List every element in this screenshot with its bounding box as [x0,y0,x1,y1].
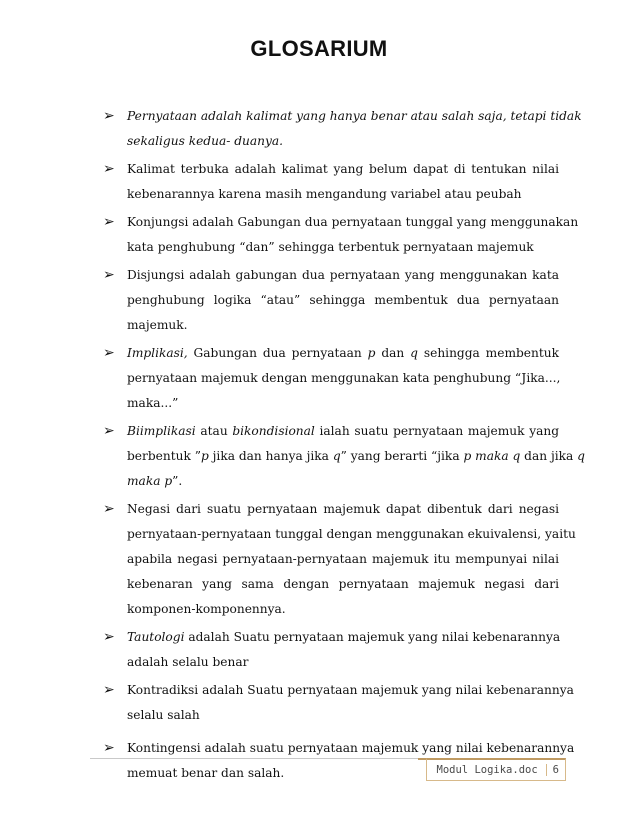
glossary-item [103,419,585,494]
text-run: ialah suatu pernyataan majemuk yang [314,424,559,438]
text-run: p [367,346,376,360]
arrow-bullet-icon: ➢ [103,345,115,361]
glossary-line [127,497,559,522]
glossary-item [103,157,559,207]
text-run: berbentuk ” [127,449,201,463]
glossary-item [103,341,559,416]
text-run: apabila negasi pernyataan-pernyataan majemuk itu mempunyai nilai [127,552,559,566]
arrow-bullet-icon: ➢ [103,214,115,230]
text-run: Gabungan dua pernyataan [187,346,368,360]
text-run: jika dan hanya jika [208,449,333,463]
glossary-line [127,263,559,288]
glossary-item [103,263,559,338]
text-run: Kontingensi adalah suatu pernyataan majemuk yang nilai kebenarannya [127,741,575,755]
glossary-line [127,104,582,129]
text-run: q [577,449,585,463]
arrow-bullet-icon: ➢ [103,423,115,439]
arrow-bullet-icon: ➢ [103,740,115,756]
text-run: kata penghubung “dan” sehingga terbentuk pernyataan majemuk [127,240,534,254]
glossary-line [127,313,559,338]
text-run: dan [375,346,411,360]
text-run: sehingga membentuk [417,346,559,360]
text-run: adalah selalu benar [127,655,249,669]
text-run: atau [195,424,233,438]
glossary-line [127,522,576,547]
arrow-bullet-icon: ➢ [103,501,115,517]
arrow-bullet-icon: ➢ [103,629,115,645]
page-number: 6 [546,764,565,776]
text-run: penghubung logika “atau” sehingga membentuk dua pernyataan [127,293,559,307]
glossary-line [127,341,559,366]
text-run: bikondisional [232,424,315,438]
arrow-bullet-icon: ➢ [103,682,115,698]
glossary-item [103,104,582,154]
text-run: memuat benar dan salah. [127,766,285,780]
footer-doc-name: Modul Logika.doc [436,764,538,776]
glossary-item [103,210,579,260]
glossary-line [127,157,559,182]
text-run: kebenarannya karena masih mengandung variabel atau peubah [127,187,522,201]
glossary-line [127,182,559,207]
glossary-line [127,288,559,313]
glossary-line [127,572,559,597]
arrow-bullet-icon: ➢ [103,267,115,283]
glossary-line [127,469,559,494]
footer-label [426,758,566,781]
glossary-line [127,547,559,572]
arrow-bullet-icon: ➢ [103,161,115,177]
glossary-item [103,625,559,675]
glossary-line [127,419,559,444]
arrow-bullet-icon: ➢ [103,108,115,124]
text-run: p maka q [463,449,521,463]
text-run: ” yang berarti “jika [340,449,464,463]
glossary-line [127,703,559,728]
text-run: sekaligus kedua- duanya. [127,134,283,148]
glossary-item [103,678,574,728]
text-run: Pernyataan adalah kalimat yang hanya benar atau salah saja, tetapi tidak [127,109,582,123]
text-run: q [332,449,341,463]
text-run: komponen-komponennya. [127,602,286,616]
text-run: adalah Suatu pernyataan majemuk yang nilai kebenarannya [184,630,561,644]
glossary-line [127,650,559,675]
text-run: q [410,346,418,360]
glossary-item [103,497,576,622]
glossary-line [127,391,559,416]
glossary-line [127,678,574,703]
text-run: Kontradiksi adalah Suatu pernyataan majemuk yang nilai kebenarannya [127,683,574,697]
glossary-line [127,366,559,391]
text-run: Konjungsi adalah Gabungan dua pernyataan tunggal yang menggunakan [127,215,579,229]
glossary-line [127,210,579,235]
text-run: maka...” [127,396,179,410]
text-run: Disjungsi adalah gabungan dua pernyataan yang menggunakan kata [127,268,559,282]
text-run: selalu salah [127,708,200,722]
glossary-line [127,235,559,260]
text-run: Tautologi [127,630,185,644]
text-run: Negasi dari suatu pernyataan majemuk dapat dibentuk dari negasi [127,502,559,516]
text-run: majemuk. [127,318,188,332]
glossary-list [103,104,585,789]
glossary-line [127,444,585,469]
text-run: pernyataan majemuk dengan menggunakan kata penghubung “Jika..., [127,371,561,385]
text-run: dan jika [520,449,578,463]
text-run: Biimplikasi [127,424,196,438]
text-run: p [200,449,209,463]
text-run: kebenaran yang sama dengan pernyataan majemuk negasi dari [127,577,559,591]
text-run: ”. [172,474,183,488]
glossary-line [127,625,559,650]
text-run: Implikasi, [127,346,188,360]
page-title: GLOSARIUM [250,36,388,61]
text-run: pernyataan-pernyataan tunggal dengan menggunakan ekuivalensi, yaitu [127,527,576,541]
text-run: Kalimat terbuka adalah kalimat yang belum dapat di tentukan nilai [127,162,559,176]
glossary-line [127,129,559,154]
glossary-line [127,597,559,622]
text-run: maka p [127,474,173,488]
